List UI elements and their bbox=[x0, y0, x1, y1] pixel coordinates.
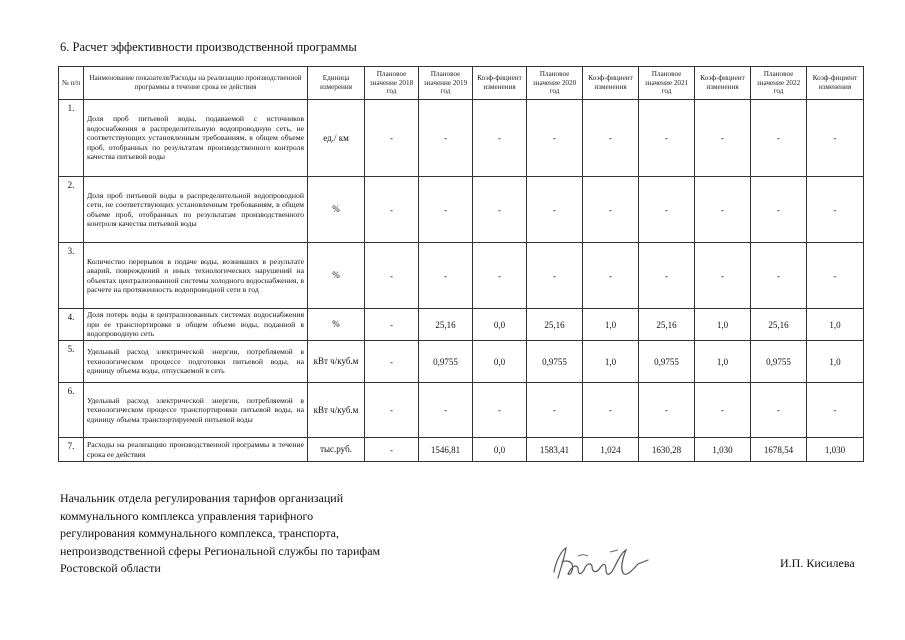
indicator-name: Доля потерь воды в централизованных системах водоснабжения при ее транспортировке в общем объеме воды, поданной в водопроводную сеть bbox=[84, 309, 308, 341]
value-cell: 1630,28 bbox=[639, 438, 695, 462]
value-cell: 25,16 bbox=[527, 309, 583, 341]
value-cell: - bbox=[695, 243, 751, 309]
value-cell: - bbox=[695, 383, 751, 438]
value-cell: 25,16 bbox=[639, 309, 695, 341]
unit-cell: % bbox=[308, 177, 365, 243]
value-cell: - bbox=[639, 383, 695, 438]
value-cell: - bbox=[695, 177, 751, 243]
unit-cell: тыс.руб. bbox=[308, 438, 365, 462]
value-cell: - bbox=[751, 383, 807, 438]
value-cell: - bbox=[527, 177, 583, 243]
indicator-name: Расходы на реализацию производственной программы в течение срока ее действия bbox=[84, 438, 308, 462]
value-cell: - bbox=[751, 100, 807, 177]
value-cell: 0,0 bbox=[473, 438, 527, 462]
signer-name: И.П. Кисилева bbox=[780, 556, 855, 570]
value-cell: - bbox=[365, 341, 419, 383]
value-cell: - bbox=[639, 100, 695, 177]
value-cell: 0,9755 bbox=[639, 341, 695, 383]
value-cell: - bbox=[527, 243, 583, 309]
indicator-name: Доля проб питьевой воды в распределительной водопроводной сети, не соответствующих установленным требованиям, в общем объеме проб, отобранных по результатам производственного контроля качества питьевой воды bbox=[84, 177, 308, 243]
value-cell: - bbox=[527, 100, 583, 177]
value-cell: 25,16 bbox=[419, 309, 473, 341]
value-cell: 1,0 bbox=[695, 341, 751, 383]
value-cell: - bbox=[473, 243, 527, 309]
column-header: № п/п bbox=[59, 67, 84, 100]
table-row bbox=[59, 438, 864, 462]
table-row bbox=[59, 383, 864, 438]
value-cell: 0,0 bbox=[473, 341, 527, 383]
value-cell: 0,9755 bbox=[419, 341, 473, 383]
value-cell: - bbox=[365, 309, 419, 341]
value-cell: 1546,81 bbox=[419, 438, 473, 462]
table-row bbox=[59, 341, 864, 383]
value-cell: - bbox=[365, 243, 419, 309]
value-cell: - bbox=[807, 383, 864, 438]
value-cell: 0,9755 bbox=[527, 341, 583, 383]
value-cell: - bbox=[751, 243, 807, 309]
efficiency-table bbox=[58, 66, 864, 462]
value-cell: - bbox=[419, 243, 473, 309]
column-header: Плановое значение 2022 год bbox=[751, 67, 807, 100]
column-header: Коэф-фициент изменения bbox=[583, 67, 639, 100]
column-header: Плановое значение 2021 год bbox=[639, 67, 695, 100]
row-number: 1. bbox=[59, 100, 84, 177]
value-cell: 1,024 bbox=[583, 438, 639, 462]
value-cell: - bbox=[639, 243, 695, 309]
value-cell: - bbox=[473, 100, 527, 177]
value-cell: - bbox=[807, 243, 864, 309]
value-cell: - bbox=[419, 177, 473, 243]
column-header: Коэф-фициент изменения bbox=[473, 67, 527, 100]
value-cell: - bbox=[527, 383, 583, 438]
value-cell: - bbox=[365, 383, 419, 438]
value-cell: - bbox=[473, 177, 527, 243]
value-cell: 0,0 bbox=[473, 309, 527, 341]
value-cell: - bbox=[583, 383, 639, 438]
value-cell: 1583,41 bbox=[527, 438, 583, 462]
row-number: 3. bbox=[59, 243, 84, 309]
row-number: 7. bbox=[59, 438, 84, 462]
value-cell: - bbox=[473, 383, 527, 438]
value-cell: - bbox=[365, 177, 419, 243]
value-cell: 1,0 bbox=[583, 341, 639, 383]
value-cell: 1,0 bbox=[583, 309, 639, 341]
value-cell: - bbox=[639, 177, 695, 243]
row-number: 5. bbox=[59, 341, 84, 383]
indicator-name: Удельный расход электрической энергии, потребляемой в технологическом процессе транспортировки питьевой воды, на единицу объема транспортируемой питьевой воды bbox=[84, 383, 308, 438]
handwritten-signature bbox=[548, 538, 652, 584]
indicator-name: Количество перерывов в подаче воды, возникших в результате аварий, повреждений и иных технологических нарушений на объектах централизованной системы холодного водоснабжения, в расчете на протяженность водопроводной сети в год bbox=[84, 243, 308, 309]
column-header: Коэф-фициент изменения bbox=[695, 67, 751, 100]
indicator-name: Доля проб питьевой воды, подаваемой с источников водоснабжения в распределительную водопроводную сеть, не соответствующих установленным требованиям, в общем объеме проб, отобранных по результатам производственного контроля качества питьевой воды bbox=[84, 100, 308, 177]
row-number: 2. bbox=[59, 177, 84, 243]
value-cell: 0,9755 bbox=[751, 341, 807, 383]
value-cell: - bbox=[583, 100, 639, 177]
value-cell: - bbox=[419, 383, 473, 438]
column-header: Плановое значение 2020 год bbox=[527, 67, 583, 100]
value-cell: - bbox=[419, 100, 473, 177]
section-heading: 6. Расчет эффективности производственной программы bbox=[60, 40, 357, 54]
unit-cell: % bbox=[308, 243, 365, 309]
column-header: Наименование показателя/Расходы на реализацию производственной программы в течение срока ее действия bbox=[84, 67, 308, 100]
unit-cell: % bbox=[308, 309, 365, 341]
value-cell: - bbox=[365, 438, 419, 462]
footer-position-title: Начальник отдела регулирования тарифов организаций коммунального комплекса управления тарифного регулирования коммунального комплекса, транспорта, непроизводственной сферы Региональной службы по тарифам Ростовской области bbox=[60, 491, 381, 575]
value-cell: - bbox=[365, 100, 419, 177]
table-row bbox=[59, 177, 864, 243]
table-header-row bbox=[59, 67, 864, 100]
table-row bbox=[59, 243, 864, 309]
unit-cell: кВт ч/куб.м bbox=[308, 383, 365, 438]
value-cell: 25,16 bbox=[751, 309, 807, 341]
unit-cell: кВт ч/куб.м bbox=[308, 341, 365, 383]
table-row bbox=[59, 309, 864, 341]
value-cell: - bbox=[583, 177, 639, 243]
value-cell: - bbox=[751, 177, 807, 243]
table-row bbox=[59, 100, 864, 177]
value-cell: - bbox=[695, 100, 751, 177]
value-cell: - bbox=[807, 177, 864, 243]
indicator-name: Удельный расход электрической энергии, потребляемой в технологическом процессе подготовки питьевой воды, на единицу объема воды, отпускаемой в сеть bbox=[84, 341, 308, 383]
unit-cell: ед./ км bbox=[308, 100, 365, 177]
row-number: 4. bbox=[59, 309, 84, 341]
column-header: Плановое значение 2019 год bbox=[419, 67, 473, 100]
value-cell: 1,030 bbox=[807, 438, 864, 462]
value-cell: 1,0 bbox=[807, 341, 864, 383]
column-header: Коэф-фициент изменения bbox=[807, 67, 864, 100]
value-cell: 1678,54 bbox=[751, 438, 807, 462]
value-cell: 1,0 bbox=[807, 309, 864, 341]
column-header: Плановое значение 2018 год bbox=[365, 67, 419, 100]
value-cell: 1,030 bbox=[695, 438, 751, 462]
value-cell: 1,0 bbox=[695, 309, 751, 341]
value-cell: - bbox=[807, 100, 864, 177]
column-header: Единица измерения bbox=[308, 67, 365, 100]
value-cell: - bbox=[583, 243, 639, 309]
row-number: 6. bbox=[59, 383, 84, 438]
